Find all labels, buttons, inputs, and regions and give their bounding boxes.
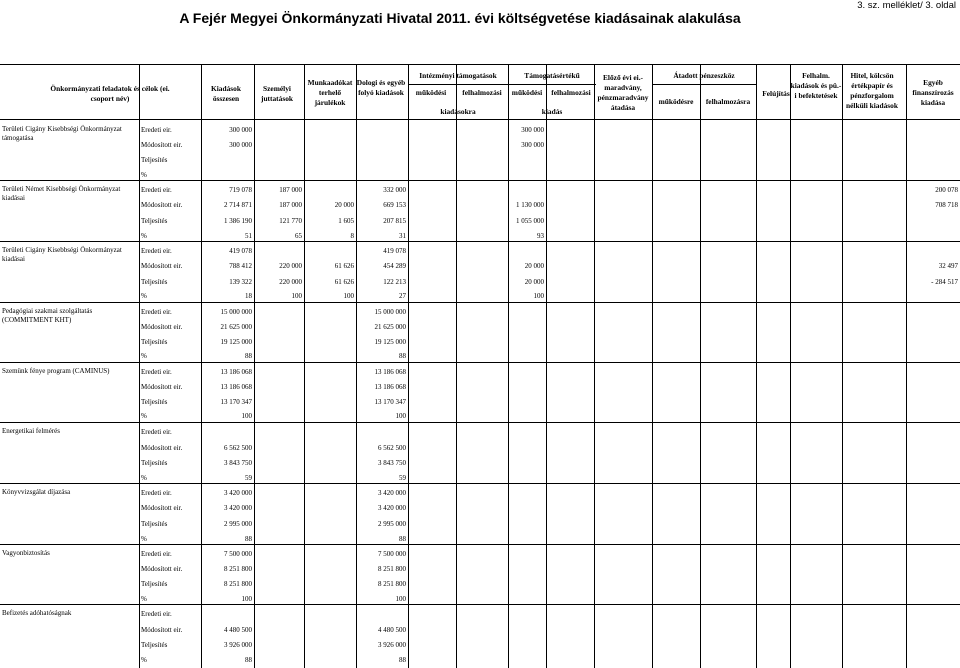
- column-divider: [408, 64, 409, 668]
- col-header-subsidy-operating: működési: [511, 88, 543, 97]
- table-cell: 100: [533, 292, 544, 300]
- table-cell: 20 000: [524, 278, 544, 286]
- table-cell: 100: [241, 595, 252, 603]
- table-cell: 59: [399, 474, 406, 482]
- table-cell: 51: [245, 232, 252, 240]
- header-divider-transferred: [652, 84, 756, 85]
- row-type-label: Eredeti eir.: [141, 550, 172, 558]
- row-type-label: %: [141, 292, 147, 300]
- appendix-note: 3. sz. melléklet/ 3. oldal: [857, 0, 956, 11]
- row-divider: [0, 483, 960, 484]
- column-divider: [139, 64, 140, 668]
- table-cell: 2 995 000: [224, 520, 252, 528]
- table-cell: 100: [291, 292, 302, 300]
- row-type-label: Eredeti eir.: [141, 247, 172, 255]
- table-cell: 13 186 068: [220, 368, 252, 376]
- row-type-label: Módosított eir.: [141, 626, 183, 634]
- table-cell: 88: [399, 656, 406, 664]
- table-cell: 1 130 000: [516, 201, 544, 209]
- table-cell: 3 420 000: [378, 504, 406, 512]
- table-cell: 100: [395, 412, 406, 420]
- row-type-label: Eredeti eir.: [141, 428, 172, 436]
- row-type-label: Teljesítés: [141, 278, 168, 286]
- table-cell: 88: [245, 535, 252, 543]
- table-cell: 8: [350, 232, 354, 240]
- table-cell: 6 562 500: [378, 444, 406, 452]
- table-cell: 200 078: [935, 186, 958, 194]
- table-cell: 3 420 000: [378, 489, 406, 497]
- column-divider: [756, 64, 757, 668]
- table-cell: 19 125 000: [374, 338, 406, 346]
- col-header-transferred-accumulation: felhalmozásra: [705, 97, 751, 106]
- table-cell: 61 626: [334, 278, 354, 286]
- group-label: Vagyonbiztosítás: [2, 549, 50, 557]
- col-header-prior-residual: Előző évi ei.-maradvány, pénzmaradvány átadása: [597, 73, 649, 112]
- table-cell: 15 000 000: [374, 308, 406, 316]
- row-type-label: Teljesítés: [141, 338, 168, 346]
- row-type-label: %: [141, 535, 147, 543]
- table-cell: 93: [537, 232, 544, 240]
- table-cell: 220 000: [279, 262, 302, 270]
- column-divider: [790, 64, 791, 668]
- col-header-total: Kiadások összesen: [211, 84, 241, 103]
- table-cell: 100: [343, 292, 354, 300]
- table-cell: 20 000: [524, 262, 544, 270]
- row-divider: [0, 64, 960, 65]
- table-cell: 3 420 000: [224, 489, 252, 497]
- table-cell: 6 562 500: [224, 444, 252, 452]
- row-type-label: Eredeti eir.: [141, 186, 172, 194]
- column-divider: [594, 64, 595, 668]
- row-type-label: Teljesítés: [141, 156, 168, 164]
- row-type-label: %: [141, 595, 147, 603]
- column-divider: [508, 64, 509, 668]
- group-label: Pedagógiai szakmai szolgáltatás (COMMITMENT KHT): [2, 307, 93, 325]
- table-cell: 32 497: [938, 262, 958, 270]
- row-type-label: %: [141, 232, 147, 240]
- col-header-material: Dologi és egyéb folyó kiadások: [356, 78, 406, 97]
- col-header-task: Önkormányzati feladatok és célok (ei. csoport név): [50, 84, 170, 103]
- row-type-label: Eredeti eir.: [141, 489, 172, 497]
- group-label: Területi Cigány Kisebbségi Önkormányzat kiadásai: [2, 246, 122, 264]
- row-divider: [0, 362, 960, 363]
- col-header-transferred-funds: Átadott pénzeszköz: [673, 71, 735, 80]
- col-header-institutional-operating: működési: [415, 88, 447, 97]
- row-type-label: Módosított eir.: [141, 444, 183, 452]
- table-cell: 3 420 000: [224, 504, 252, 512]
- table-cell: 88: [245, 656, 252, 664]
- group-label: Könyvvizsgálat díjazása: [2, 488, 71, 496]
- table-cell: 18: [245, 292, 252, 300]
- table-cell: 139 322: [229, 278, 252, 286]
- row-type-label: Módosított eir.: [141, 141, 183, 149]
- table-cell: 3 926 000: [378, 641, 406, 649]
- page-title: A Fejér Megyei Önkormányzati Hivatal 2011. évi költségvetése kiadásainak alakulása: [179, 10, 741, 26]
- table-cell: 21 625 000: [374, 323, 406, 331]
- column-divider: [356, 64, 357, 668]
- table-cell: 419 078: [229, 247, 252, 255]
- table-cell: 65: [295, 232, 302, 240]
- row-divider: [0, 544, 960, 545]
- row-type-label: %: [141, 171, 147, 179]
- row-divider: [0, 180, 960, 181]
- col-header-investment: Felhalm. kiadások és pü.-i befektetések: [790, 71, 842, 100]
- row-type-label: %: [141, 656, 147, 664]
- table-cell: 788 412: [229, 262, 252, 270]
- row-type-label: Módosított eir.: [141, 262, 183, 270]
- table-cell: 13 170 347: [220, 398, 252, 406]
- table-cell: 300 000: [521, 141, 544, 149]
- table-cell: 2 995 000: [378, 520, 406, 528]
- table-cell: 1 605: [338, 217, 354, 225]
- table-cell: 187 000: [279, 186, 302, 194]
- col-header-contributions: Munkaadókat terhelő járulékok: [307, 78, 353, 107]
- column-divider: [456, 64, 457, 668]
- col-header-renovation: Felújítás: [762, 89, 790, 98]
- row-type-label: Módosított eir.: [141, 565, 183, 573]
- table-cell: 15 000 000: [220, 308, 252, 316]
- col-header-institutional-accumulation: felhalmozási: [462, 88, 502, 97]
- row-divider: [0, 241, 960, 242]
- row-type-label: %: [141, 474, 147, 482]
- row-type-label: Eredeti eir.: [141, 368, 172, 376]
- table-cell: 300 000: [229, 141, 252, 149]
- row-type-label: Teljesítés: [141, 520, 168, 528]
- row-type-label: Teljesítés: [141, 580, 168, 588]
- column-divider: [254, 64, 255, 668]
- table-cell: 8 251 800: [378, 565, 406, 573]
- row-type-label: Módosított eir.: [141, 323, 183, 331]
- table-cell: 4 480 500: [224, 626, 252, 634]
- table-cell: 19 125 000: [220, 338, 252, 346]
- table-cell: 419 078: [383, 247, 406, 255]
- table-cell: 7 500 000: [224, 550, 252, 558]
- table-cell: 13 186 068: [374, 383, 406, 391]
- table-cell: 2 714 871: [224, 201, 252, 209]
- column-divider: [700, 64, 701, 668]
- table-cell: 3 926 000: [224, 641, 252, 649]
- table-cell: 88: [399, 352, 406, 360]
- table-cell: 13 186 068: [374, 368, 406, 376]
- table-cell: 1 055 000: [516, 217, 544, 225]
- table-cell: 59: [245, 474, 252, 482]
- row-type-label: Módosított eir.: [141, 201, 183, 209]
- table-cell: 8 251 800: [378, 580, 406, 588]
- table-cell: 88: [245, 352, 252, 360]
- table-cell: 3 843 750: [378, 459, 406, 467]
- row-type-label: %: [141, 412, 147, 420]
- row-divider: [0, 422, 960, 423]
- table-cell: 187 000: [279, 201, 302, 209]
- group-label: Szemünk fénye program (CAMINUS): [2, 367, 110, 375]
- table-cell: 7 500 000: [378, 550, 406, 558]
- column-divider: [652, 64, 653, 668]
- col-header-other-financing: Egyéb finanszírozás kiadása: [912, 78, 954, 107]
- column-divider: [906, 64, 907, 668]
- col-header-subsidy-value: Támogatásértékű: [524, 71, 580, 80]
- col-header-loans: Hitel, kölcsön értékpapír és pénzforgalom nélküli kiadások: [846, 71, 898, 110]
- row-divider: [0, 302, 960, 303]
- group-label: Területi Cigány Kisebbségi Önkormányzat támogatása: [2, 125, 122, 143]
- row-divider: [0, 119, 960, 120]
- col-header-transferred-operating: működésre: [658, 97, 694, 106]
- col-header-subsidy-expense: kiadás: [541, 107, 563, 116]
- row-type-label: Teljesítés: [141, 459, 168, 467]
- table-cell: 454 289: [383, 262, 406, 270]
- row-divider: [0, 604, 960, 605]
- table-cell: 207 815: [383, 217, 406, 225]
- table-cell: 4 480 500: [378, 626, 406, 634]
- table-cell: 122 213: [383, 278, 406, 286]
- table-cell: 100: [395, 595, 406, 603]
- table-cell: 300 000: [229, 126, 252, 134]
- row-type-label: Eredeti eir.: [141, 610, 172, 618]
- row-type-label: Módosított eir.: [141, 383, 183, 391]
- table-cell: 27: [399, 292, 406, 300]
- table-cell: 300 000: [521, 126, 544, 134]
- row-type-label: Eredeti eir.: [141, 126, 172, 134]
- row-type-label: %: [141, 352, 147, 360]
- table-cell: 88: [399, 535, 406, 543]
- table-cell: 100: [241, 412, 252, 420]
- table-cell: - 284 517: [931, 278, 958, 286]
- col-header-institutional-support: Intézményi támogatások: [419, 71, 497, 80]
- table-cell: 121 770: [279, 217, 302, 225]
- table-cell: 708 718: [935, 201, 958, 209]
- row-type-label: Teljesítés: [141, 217, 168, 225]
- table-cell: 8 251 800: [224, 565, 252, 573]
- table-cell: 220 000: [279, 278, 302, 286]
- table-cell: 61 626: [334, 262, 354, 270]
- column-divider: [304, 64, 305, 668]
- column-divider: [842, 64, 843, 668]
- header-divider-institutional: [408, 84, 596, 85]
- table-cell: 8 251 800: [224, 580, 252, 588]
- group-label: Befizetés adóhatóságnak: [2, 609, 72, 617]
- table-cell: 20 000: [334, 201, 354, 209]
- row-type-label: Eredeti eir.: [141, 308, 172, 316]
- column-divider: [546, 64, 547, 668]
- row-type-label: Teljesítés: [141, 398, 168, 406]
- column-divider: [201, 64, 202, 668]
- table-cell: 669 153: [383, 201, 406, 209]
- table-cell: 1 386 190: [224, 217, 252, 225]
- row-type-label: Teljesítés: [141, 641, 168, 649]
- row-type-label: Módosított eir.: [141, 504, 183, 512]
- table-cell: 31: [399, 232, 406, 240]
- group-label: Területi Német Kisebbségi Önkormányzat kiadásai: [2, 185, 121, 203]
- col-header-subsidy-accumulation: felhalmozási: [551, 88, 591, 97]
- group-label: Energetikai felmérés: [2, 427, 60, 435]
- col-header-personnel: Személyi juttatások: [260, 84, 294, 103]
- table-cell: 13 186 068: [220, 383, 252, 391]
- table-cell: 21 625 000: [220, 323, 252, 331]
- table-cell: 719 078: [229, 186, 252, 194]
- col-header-institutional-for: kiadásokra: [440, 107, 476, 116]
- table-cell: 332 000: [383, 186, 406, 194]
- table-cell: 3 843 750: [224, 459, 252, 467]
- table-cell: 13 170 347: [374, 398, 406, 406]
